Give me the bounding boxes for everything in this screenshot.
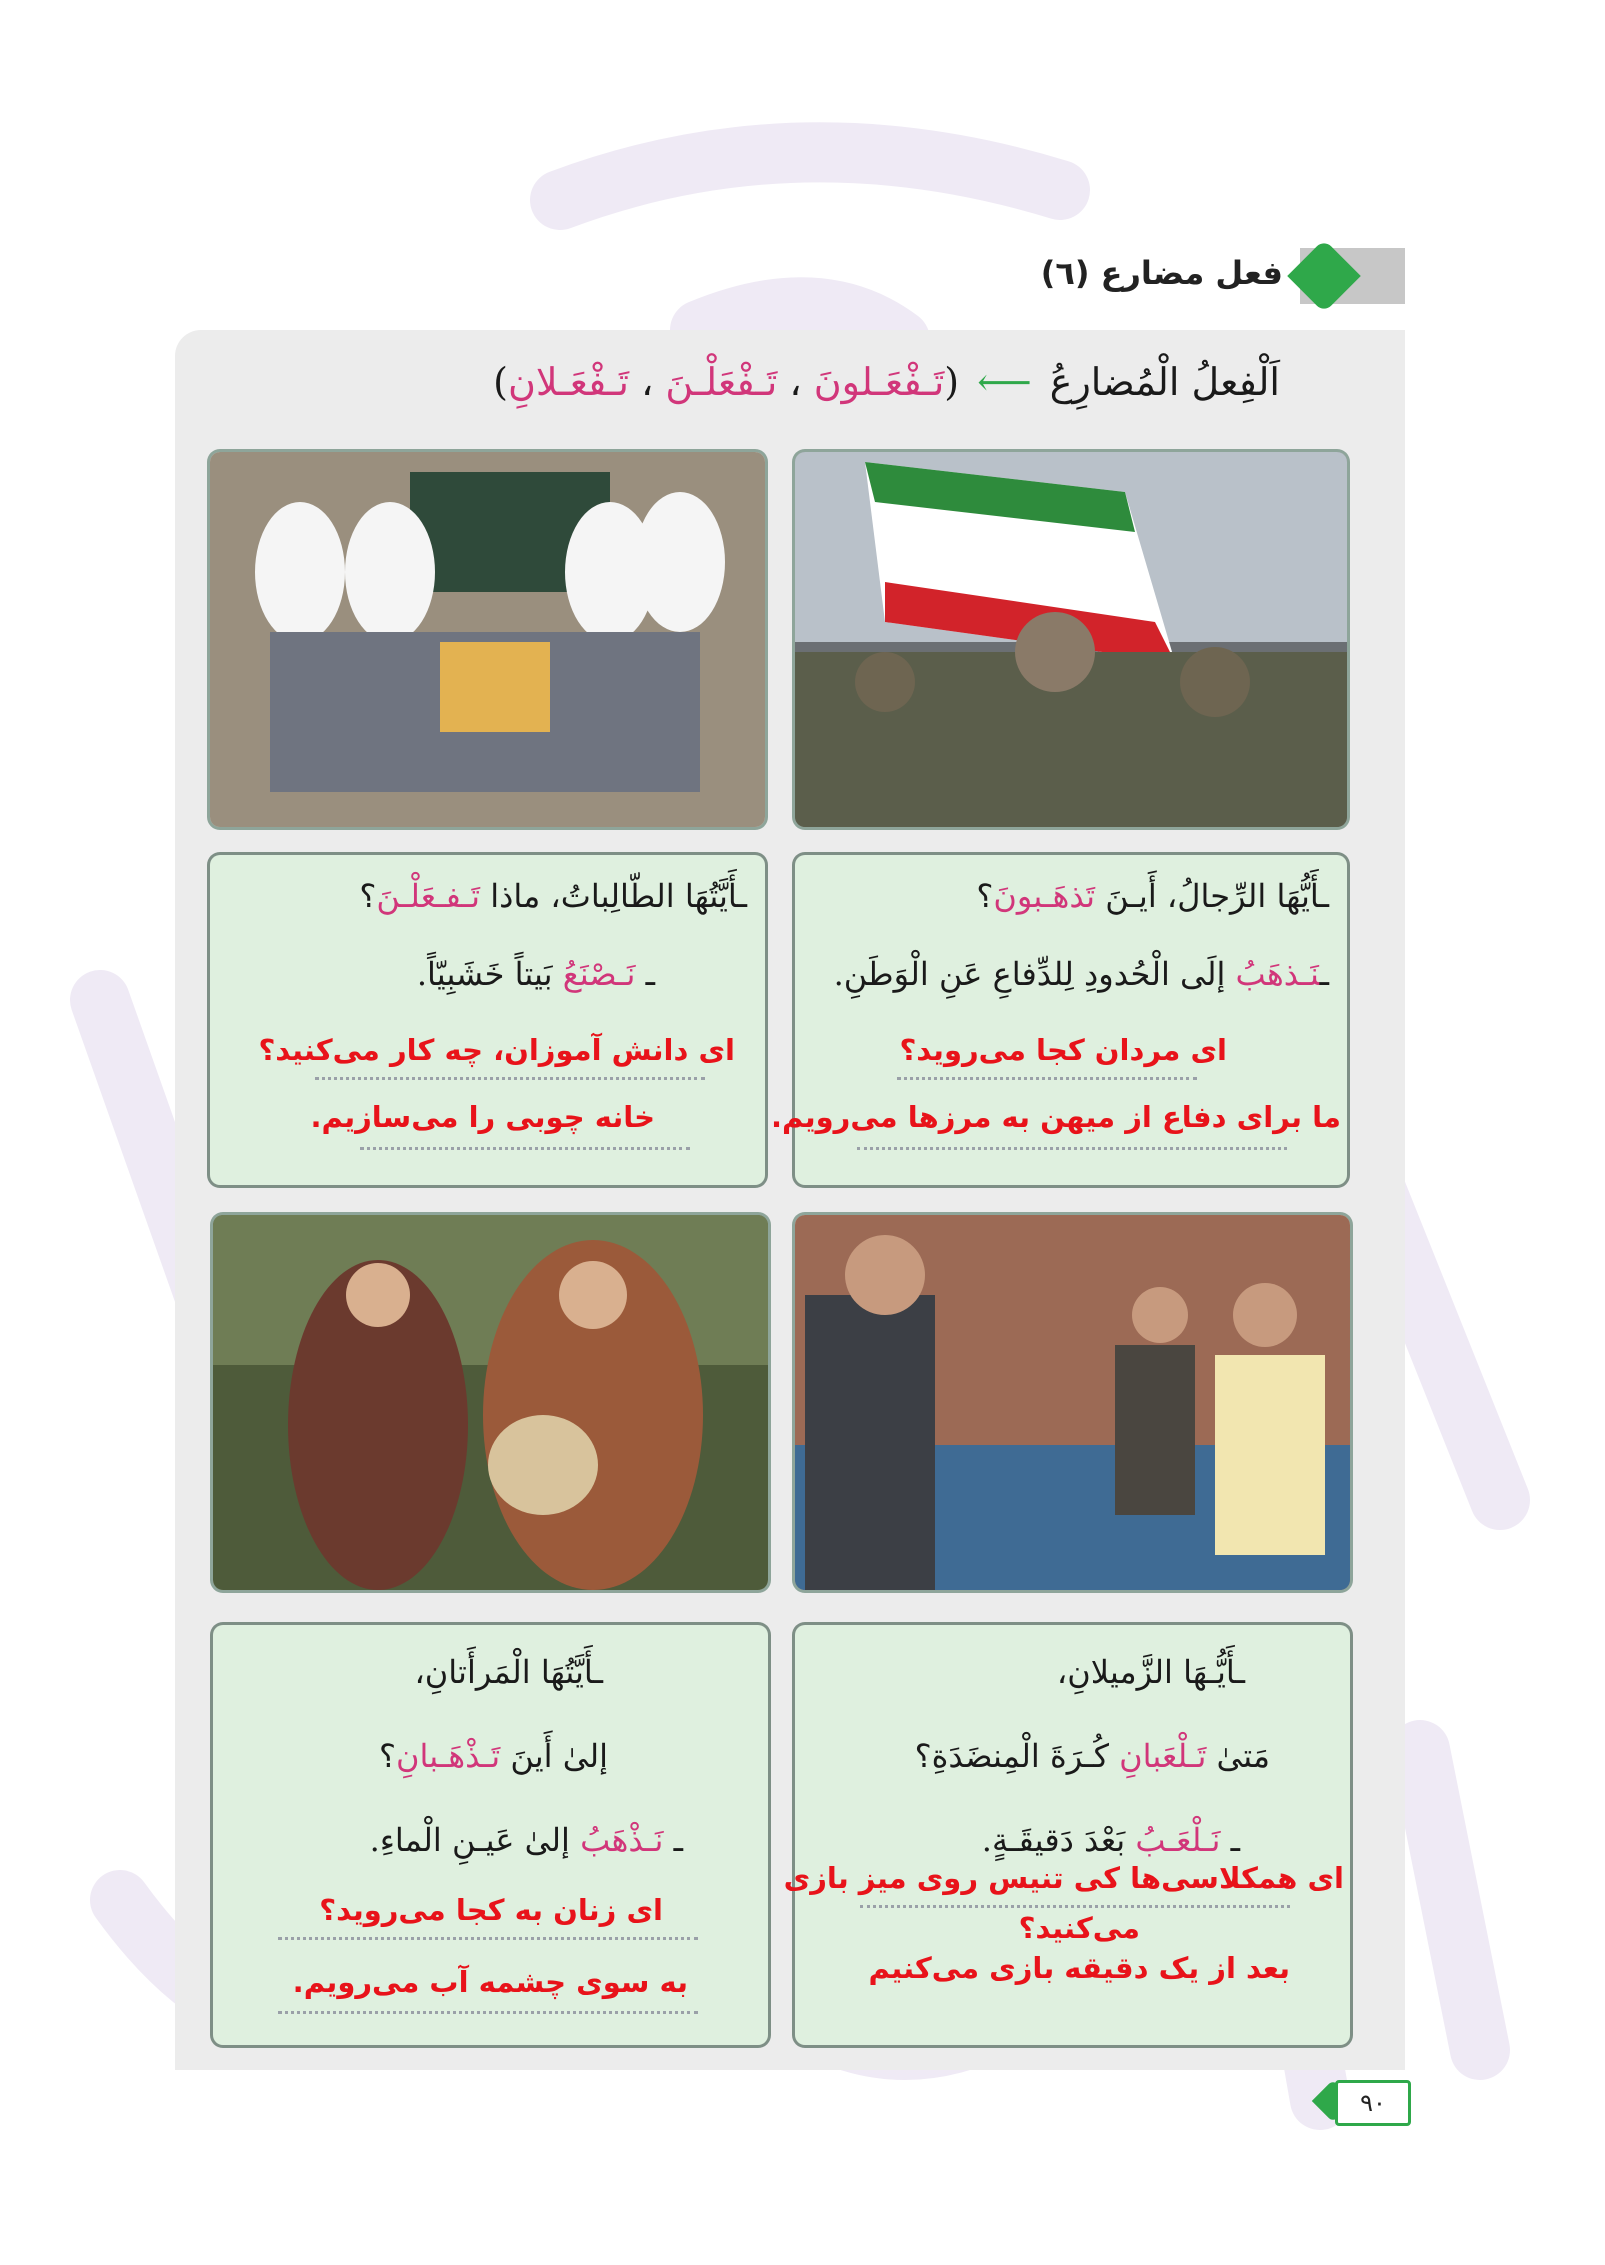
question-start: مَتىٰ — [1206, 1737, 1270, 1775]
dotted-line — [857, 1147, 1287, 1150]
subtitle-sep-2: ، — [628, 360, 666, 404]
verb-highlight: تَذهَـبونَ — [993, 877, 1096, 915]
question-line — [915, 1737, 1270, 1775]
translation-question: ای مردان کجا می‌روید؟ — [899, 1033, 1227, 1067]
dialogue-card-students — [210, 855, 765, 1185]
question-end: ؟ — [359, 877, 377, 915]
subtitle-form-1: تَـفْعَـلونَ — [813, 360, 945, 404]
arrow-left-icon: ⟵ — [977, 360, 1032, 404]
verb-highlight: نَـذهَبُ — [1235, 955, 1320, 993]
question-line — [976, 877, 1329, 915]
question-start: إلىٰ أَينَ — [500, 1737, 608, 1775]
subtitle-form-3: تَـفْعَـلانِ — [508, 360, 629, 404]
question-start: ـأَيُّهَا الرِّجالُ، أَيـنَ — [1095, 877, 1329, 915]
answer-line — [370, 1821, 683, 1859]
translation-question-cont: می‌کنید؟ — [1018, 1911, 1140, 1945]
greeting-line: ـأَيَّتُهَا الْمَرأَتانِ، — [414, 1653, 603, 1691]
translation-answer: ما برای دفاع از میهن به مرزها می‌رویم. — [770, 1100, 1341, 1134]
answer-dash: ـ — [635, 955, 655, 993]
question-end: كُـرَةَ الْمِنضَدَةِ؟ — [914, 1737, 1120, 1775]
dialogue-card-classmates — [783, 1625, 1350, 2045]
subtitle-lead: اَلْفِعلُ الْمُضارِعُ — [1049, 360, 1280, 404]
subtitle-close: ) — [493, 360, 508, 404]
answer-dash: ـ — [663, 1821, 683, 1859]
answer-end: بَعْدَ دَقيقَـةٍ. — [981, 1821, 1136, 1859]
translation-question: ای همکلاسی‌ها کی تنیس روی میز بازی — [783, 1861, 1344, 1895]
translation-answer: به سوی چشمه آب می‌رویم. — [292, 1965, 688, 1999]
verb-highlight: نَـذْهَبُ — [580, 1821, 664, 1859]
question-end: ؟ — [378, 1737, 396, 1775]
translation-answer: خانه چوبی را می‌سازیم. — [310, 1100, 655, 1134]
dotted-line — [278, 2011, 698, 2014]
answer-line — [834, 955, 1329, 993]
photo-women-water-jug — [213, 1215, 768, 1590]
question-line — [379, 1737, 608, 1775]
question-start: ـأَيَّتُهَا الطّالِباتُ، ماذا — [480, 877, 747, 915]
question-end: ؟ — [976, 877, 994, 915]
dotted-line — [897, 1077, 1197, 1080]
answer-line — [982, 1821, 1240, 1859]
translation-question: ای دانش آموزان، چه کار می‌کنید؟ — [258, 1033, 735, 1067]
dotted-line — [860, 1905, 1290, 1908]
answer-end: إلَى الْحُدودِ لِلدِّفاعِ عَنِ الْوَطَنِ. — [833, 955, 1236, 993]
verb-highlight: تَـلْعَبانِ — [1119, 1737, 1207, 1775]
verb-highlight: نَـلْعَـبُ — [1135, 1821, 1221, 1859]
photo-soldiers-flag — [795, 452, 1347, 827]
translation-question: ای زنان به کجا می‌روید؟ — [319, 1893, 663, 1927]
page-number: ٩٠ — [1335, 2080, 1411, 2126]
lesson-subtitle — [493, 360, 1280, 404]
verb-highlight: نَـصْنَعُ — [562, 955, 636, 993]
photo-students-model — [210, 452, 765, 827]
verb-highlight: تَـذْهَـبانِ — [395, 1737, 501, 1775]
page-title: فعل مضارع (٦) — [1040, 254, 1283, 292]
question-line — [359, 877, 747, 915]
answer-dash: ـ — [1319, 955, 1329, 993]
subtitle-open: ( — [944, 360, 960, 404]
dotted-line — [315, 1077, 705, 1080]
dotted-line — [360, 1147, 690, 1150]
dotted-line — [278, 1937, 698, 1940]
subtitle-sep-1: ، — [777, 360, 814, 404]
answer-end: بَيتاً خَشَبِيّاً. — [416, 955, 563, 993]
verb-highlight: تَـفـعَلْـنَ — [376, 877, 481, 915]
answer-line — [417, 955, 655, 993]
greeting-line: ـأَيُّـهَا الزَّميلانِ، — [1056, 1653, 1245, 1691]
answer-dash: ـ — [1220, 1821, 1240, 1859]
photo-boys-table-tennis — [795, 1215, 1350, 1590]
translation-answer: بعد از یک دقیقه بازی می‌کنیم — [868, 1951, 1290, 1985]
answer-end: إلىٰ عَيـنِ الْماءِ. — [369, 1821, 581, 1859]
subtitle-form-2: تَـفْعَلْـنَ — [665, 360, 778, 404]
dialogue-card-men — [770, 855, 1347, 1185]
dialogue-card-women — [213, 1625, 768, 2045]
